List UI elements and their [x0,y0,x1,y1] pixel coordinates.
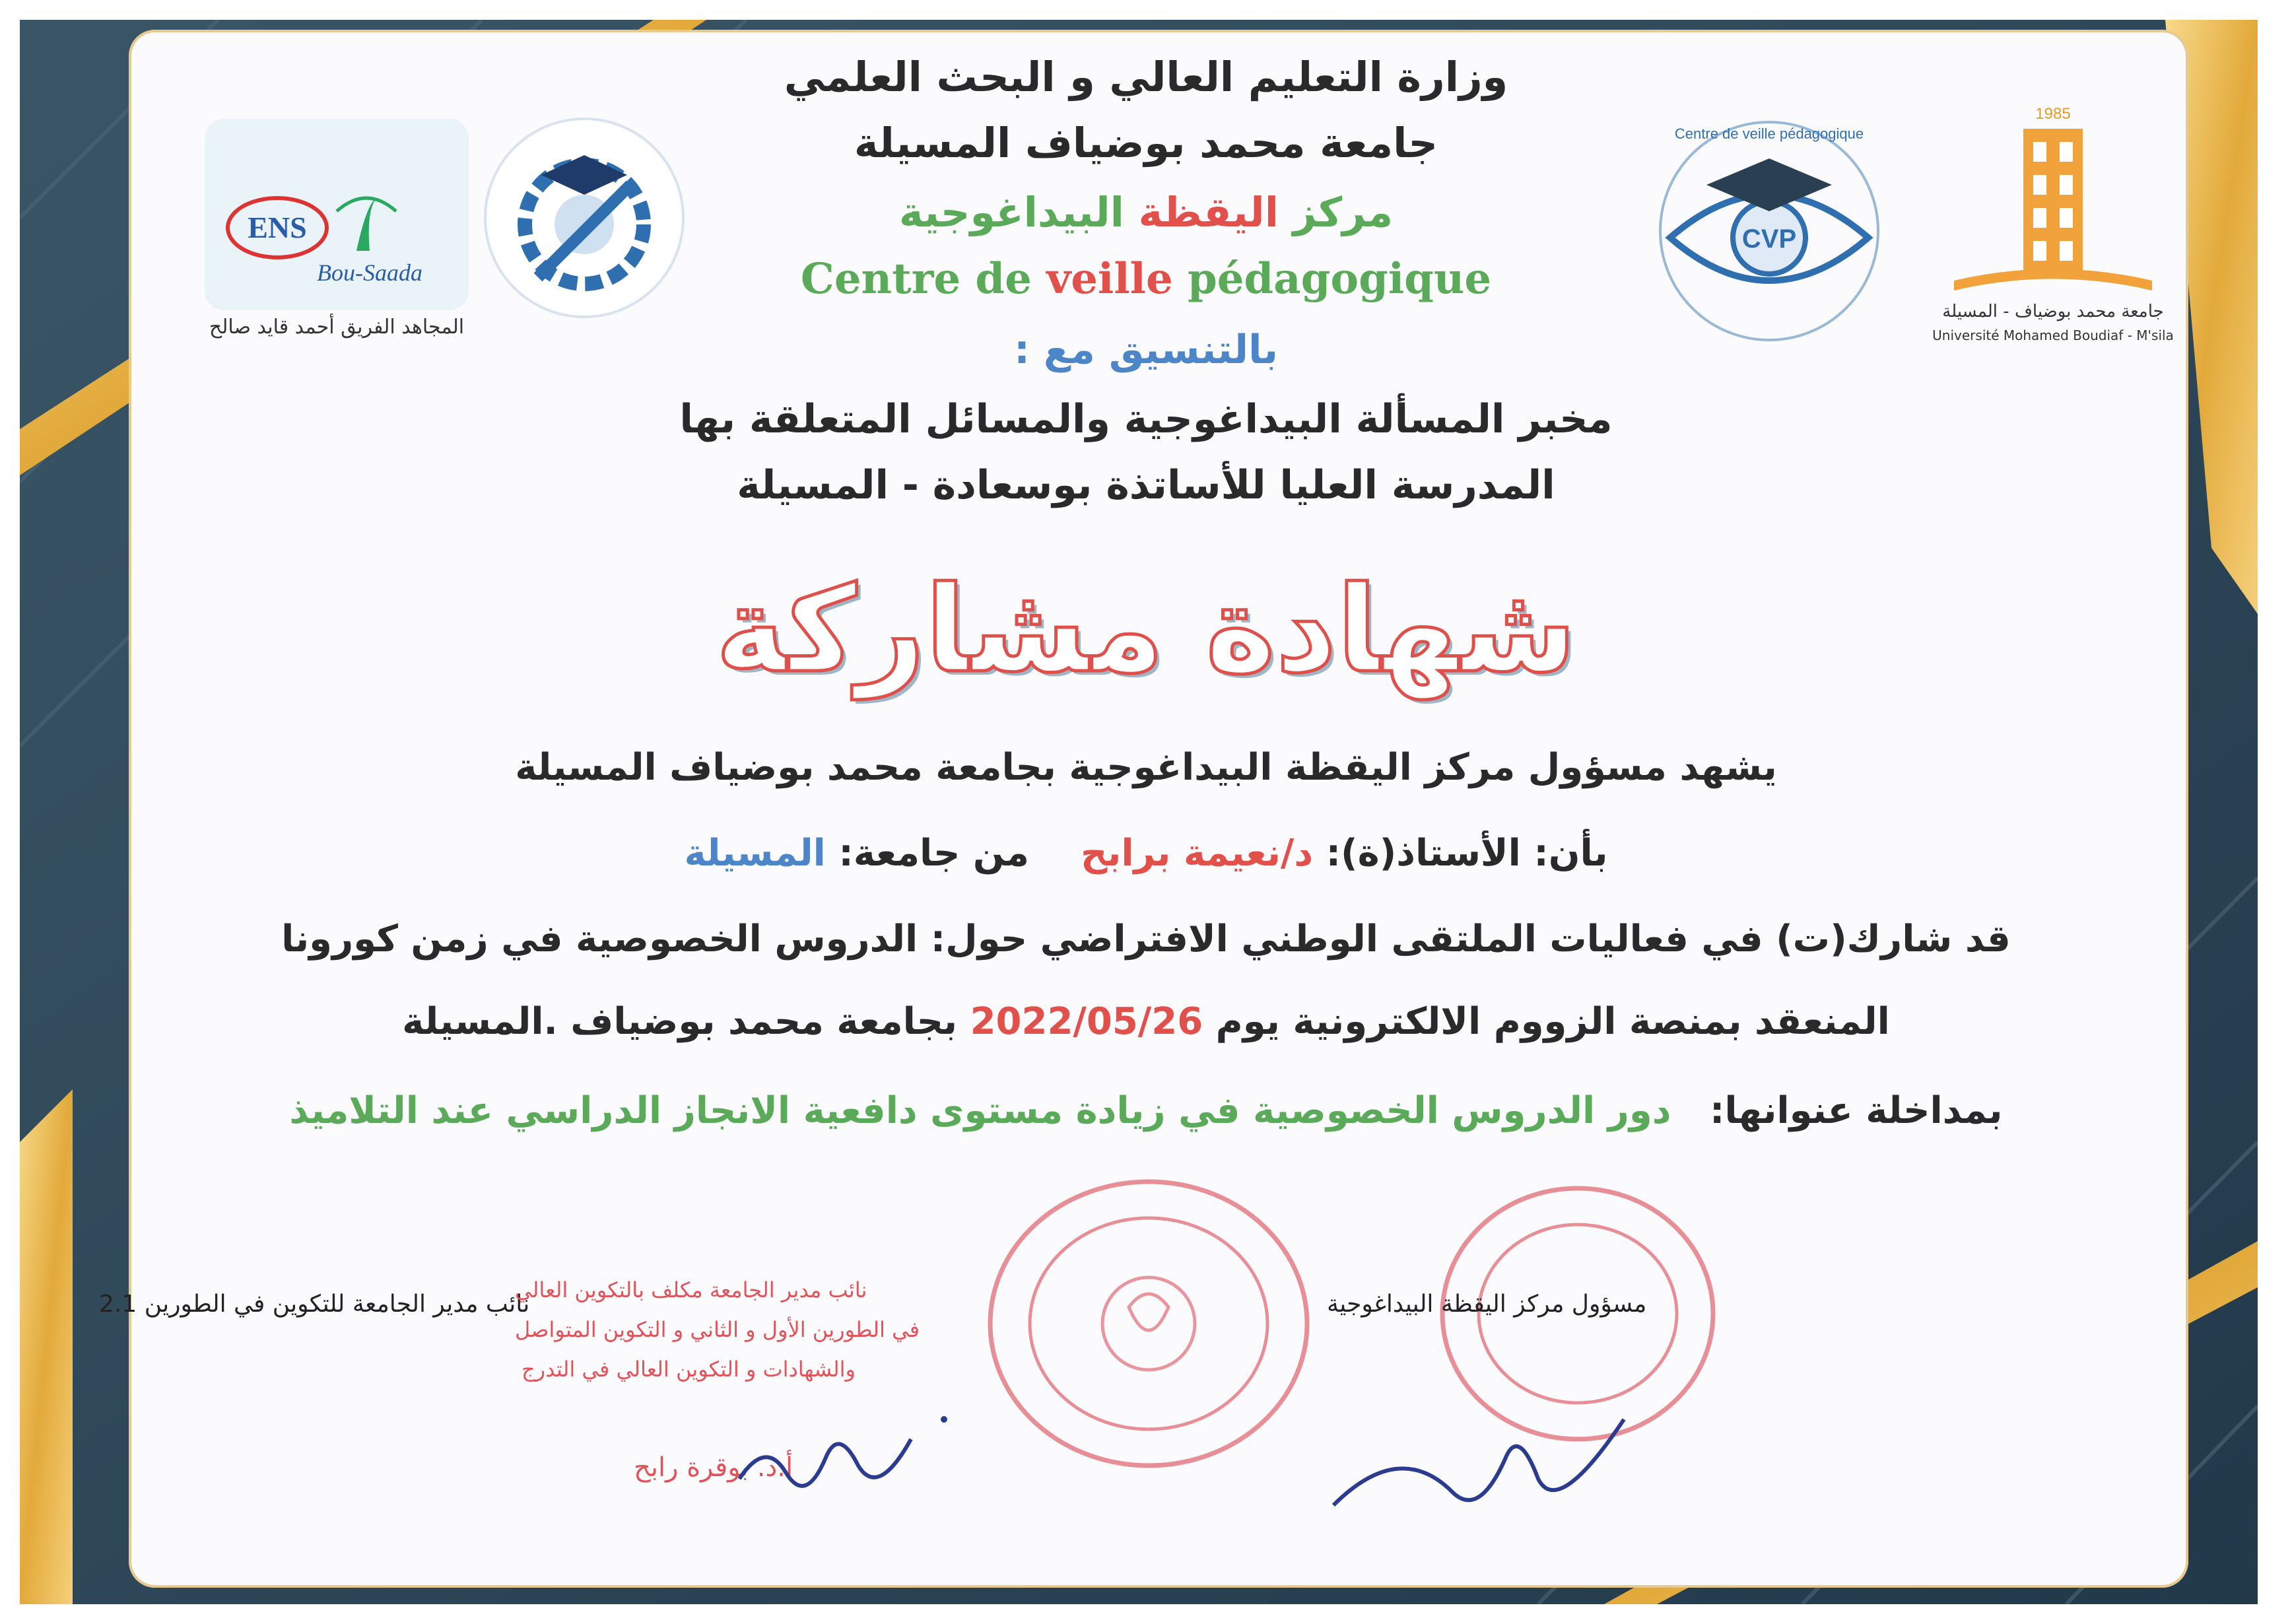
participant-name: د/نعيمة برابح [1080,832,1314,875]
body-line-5-prefix: بمداخلة عنوانها: [1671,1089,2003,1132]
center-name-fr-2: veille [1046,254,1173,304]
cvp-logo-text: CVP [1741,224,1797,254]
center-name-ar [0,188,2292,236]
right-signature-title: مسؤول مركز اليقظة البيداغوجية [1327,1291,1647,1318]
msila-caption-ar: جامعة محمد بوضياف - المسيلة [1942,302,2164,321]
left-stamp-line-1: نائب مدير الجامعة مكلف بالتكوين العالي [515,1277,867,1303]
university-name: جامعة محمد بوضياف المسيلة [854,119,1438,167]
ministry-stamp [977,1168,1320,1479]
center-name-ar-highlight: اليقظة [1138,188,1279,236]
body-line-1: يشهد مسؤول مركز اليقظة البيداغوجية بجامعة محمد بوضياف المسيلة [515,746,1777,789]
event-date: 2022/05/26 [970,1000,1203,1043]
body-line-4 [0,1000,2292,1043]
msila-caption-fr: Université Mohamed Boudiaf - M'sila [1932,327,2174,343]
body-line-2 [0,832,2292,875]
body-line-2-mid: من جامعة: [825,832,1081,875]
cvp-ring-text: Centre de veille pédagogique [1674,125,1864,142]
school-name: المدرسة العليا للأساتذة بوسعادة - المسيلة [737,462,1555,508]
certificate-title: شهادة مشاركة [715,561,1577,699]
body-line-4-prefix: المنعقد بمنصة الزووم الالكترونية يوم [1203,1000,1890,1043]
left-signer-name: أ.د. بوقرة رابح [634,1452,793,1483]
left-handwritten-signature [726,1400,977,1518]
left-stamp-line-3: والشهادات و التكوين العالي في التدرج [522,1357,856,1382]
center-name-ar-prefix: مركز [1278,188,1394,236]
talk-title: دور الدروس الخصوصية في زيادة مستوى دافعية الانجاز الدراسي عند التلاميذ [289,1089,1671,1132]
participant-university: المسيلة [684,832,826,875]
lab-name: مخبر المسألة البيداغوجية والمسائل المتعلقة بها [679,396,1613,442]
left-stamp-line-2: في الطورين الأول و الثاني و التكوين المتواصل [515,1317,920,1342]
msila-year: 1985 [2035,105,2071,123]
body-line-5 [0,1089,2292,1132]
left-signature-title: نائب مدير الجامعة للتكوين في الطورين 2.1 [99,1291,530,1318]
center-name-ar-suffix: البيداغوجية [898,188,1139,236]
body-line-4-suffix: بجامعة محمد بوضياف .المسيلة [402,1000,970,1043]
ens-caption: المجاهد الفريق أحمد قايد صالح [209,316,465,339]
body-line-2-prefix: بأن: الأستاذ(ة): [1313,832,1608,875]
center-name-fr [0,254,2292,304]
body-line-3: قد شارك(ت) في فعاليات الملتقى الوطني الافتراضي حول: الدروس الخصوصية في زمن كورونا [281,918,2011,961]
right-handwritten-signature [1320,1400,1637,1532]
ens-logo-text: ENS [248,211,307,244]
coordination-label: بالتنسيق مع : [1013,327,1279,373]
ens-city-text: Bou-Saada [317,259,422,286]
ministry-title: وزارة التعليم العالي و البحث العلمي [784,53,1508,101]
center-name-fr-1: Centre de [800,254,1047,304]
center-name-fr-3: pédagogique [1172,254,1492,304]
